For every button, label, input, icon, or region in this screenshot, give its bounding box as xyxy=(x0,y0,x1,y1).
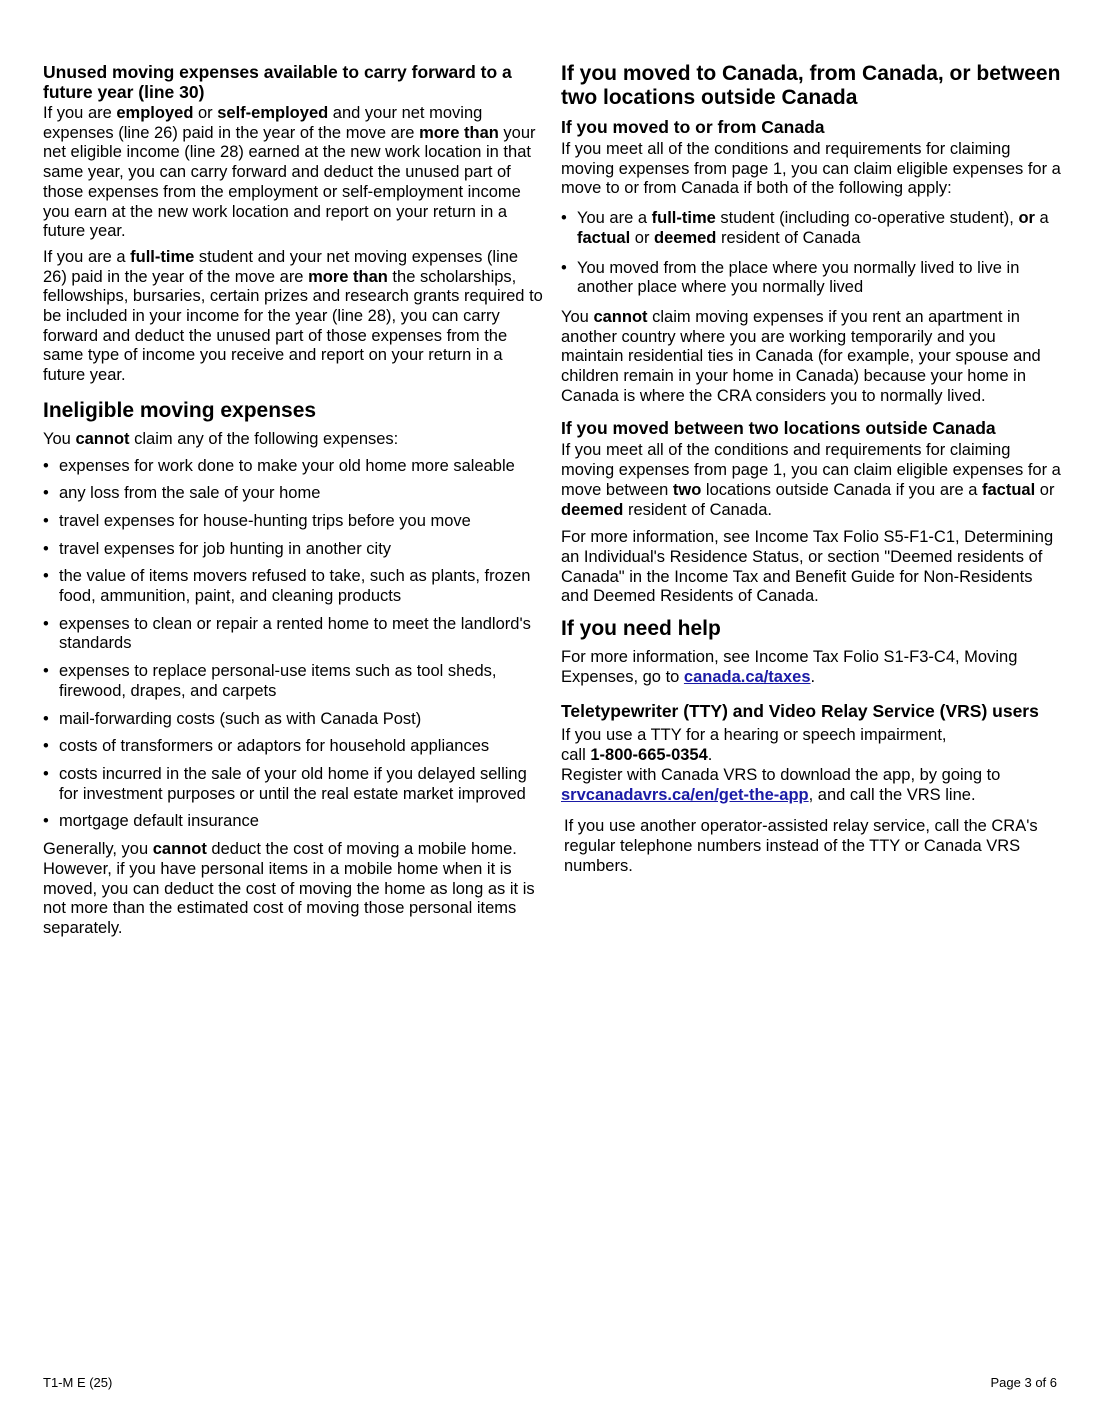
moved-to-from-conditions-list xyxy=(561,209,1061,298)
text-run: resident of Canada. xyxy=(623,500,772,519)
text-run: , and call the VRS line. xyxy=(808,785,976,804)
bold-text: cannot xyxy=(75,429,130,448)
bold-text: cannot xyxy=(593,307,648,326)
ineligible-expense-item: • mortgage default insurance xyxy=(43,812,543,832)
text-run: or xyxy=(630,228,655,247)
text-run: If you are xyxy=(43,104,117,122)
text-run: or xyxy=(193,104,218,122)
ineligible-expense-item: • expenses to replace personal-use items such as tool sheds, firewood, drapes, and carpets xyxy=(43,662,543,701)
bold-text: two xyxy=(672,480,702,499)
bold-text: factual xyxy=(577,228,631,247)
need-help-paragraph xyxy=(561,648,1061,687)
left-column xyxy=(43,62,543,946)
bold-text: 1-800-665-0354 xyxy=(590,746,708,765)
text-run: You are a xyxy=(577,209,652,228)
bold-text: or xyxy=(1018,209,1035,228)
text-run: If you use a TTY for a hearing or speech impairment, xyxy=(561,726,947,745)
bold-text: more than xyxy=(308,267,388,286)
moved-condition-item xyxy=(561,259,1061,298)
unused-expenses-heading: Unused moving expenses available to carry forward to a future year (line 30) xyxy=(43,62,512,102)
form-id-footer: T1-M E (25) xyxy=(43,1375,113,1390)
ineligible-expense-item: • costs of transformers or adaptors for household appliances xyxy=(43,737,543,757)
moved-condition-item xyxy=(561,209,1061,248)
ineligible-expense-item: • travel expenses for job hunting in another city xyxy=(43,540,543,560)
web-link[interactable]: canada.ca/taxes xyxy=(683,667,811,686)
text-run: and your net moving expenses (line 26) paid in the year of the move are xyxy=(43,104,483,142)
text-run: your net eligible income (line 28) earned at the new work location in that same year, you can carry forward and deduct the unused part of those expenses from the employment or self-employment income you earn at the new work location and report on your return in a future year. xyxy=(43,123,536,241)
right-column xyxy=(561,62,1061,883)
moved-between-heading: If you moved between two locations outside Canada xyxy=(561,418,996,439)
bold-text: more than xyxy=(419,123,499,142)
bold-text: employed xyxy=(116,104,194,122)
bold-text: factual xyxy=(982,480,1036,499)
cannot-claim-apartment-paragraph xyxy=(561,308,1061,407)
bold-text: deemed xyxy=(561,500,624,519)
ineligible-expenses-intro xyxy=(43,430,543,450)
text-run: You xyxy=(43,429,76,448)
text-run: student (including co-operative student), xyxy=(715,209,1019,228)
text-run: deduct the cost of moving a mobile home. However, if you have personal items in a mobile home when it is moved, you can deduct the cost of moving the home as long as it is not more than the estimated cost of moving those personal items separately. xyxy=(43,840,535,937)
residence-status-paragraph xyxy=(561,528,1061,607)
moved-canada-heading: If you moved to Canada, from Canada, or between two locations outside Canada xyxy=(561,62,1061,109)
text-run: claim moving expenses if you rent an apartment in another country where you are working temporarily and you maintain residential ties in Canada (for example, your spouse and children remain in your home in Canada) because your home in Canada is where the CRA considers you to normally lived. xyxy=(561,307,1041,405)
web-link[interactable]: srvcanadavrs.ca/en/get-the-app xyxy=(561,785,809,804)
tty-vrs-heading: Teletypewriter (TTY) and Video Relay Service (VRS) users xyxy=(561,701,1039,722)
text-run: If you use another operator-assisted relay service, call the CRA's regular telephone numbers instead of the TTY or Canada VRS numbers. xyxy=(564,817,1038,875)
bold-text: deemed xyxy=(654,228,717,247)
text-run: . xyxy=(707,746,713,765)
ineligible-expense-item: • costs incurred in the sale of your old home if you delayed selling for investment purposes or until the real estate market improved xyxy=(43,765,543,804)
text-run: If you meet all of the conditions and requirements for claiming moving expenses from page 1, you can claim eligible expenses for a move between xyxy=(561,441,1061,499)
bold-text: cannot xyxy=(152,840,207,859)
ineligible-expense-item: • travel expenses for house-hunting trips before you move xyxy=(43,512,543,532)
text-run: resident of Canada xyxy=(716,228,861,247)
moved-to-from-intro xyxy=(561,140,1061,199)
bold-text: full-time xyxy=(130,247,195,266)
text-run: . xyxy=(810,667,816,686)
tty-vrs-paragraph xyxy=(561,726,1061,805)
text-run: For more information, see Income Tax Folio S1-F3-C4, Moving Expenses, go to xyxy=(561,648,1018,686)
ineligible-expense-item: • mail-forwarding costs (such as with Canada Post) xyxy=(43,710,543,730)
unused-expenses-paragraph-1 xyxy=(43,104,543,242)
ineligible-expense-item: • expenses for work done to make your old home more saleable xyxy=(43,457,543,477)
moved-between-paragraph-1 xyxy=(561,441,1061,520)
unused-expenses-paragraph-2 xyxy=(43,248,543,386)
text-run: You moved from the place where you normally lived to live in another place where you normally lived xyxy=(577,258,1020,297)
text-run: Register with Canada VRS to download the app, by going to xyxy=(561,765,1001,784)
ineligible-expenses-list xyxy=(43,457,543,833)
moved-to-from-heading: If you moved to or from Canada xyxy=(561,117,825,137)
bold-text: self-employed xyxy=(217,104,329,122)
text-run: You xyxy=(561,307,594,326)
need-help-heading: If you need help xyxy=(561,617,721,641)
text-run: or xyxy=(1035,480,1055,499)
ineligible-expense-item: • the value of items movers refused to take, such as plants, frozen food, ammunition, paint, and cleaning products xyxy=(43,567,543,606)
text-run: If you meet all of the conditions and requirements for claiming moving expenses from page 1, you can claim eligible expenses for a move to or from Canada if both of the following apply: xyxy=(561,140,1061,198)
relay-service-paragraph xyxy=(561,817,1061,876)
text-run: For more information, see Income Tax Folio S5-F1-C1, Determining an Individual's Residence Status, or section "Deemed residents of Canada" in the Income Tax and Benefit Guide for Non-Residents and Deemed Residents of Canada. xyxy=(561,528,1054,606)
text-run: locations outside Canada if you are a xyxy=(701,480,983,499)
text-run: call xyxy=(561,746,591,765)
text-run: claim any of the following expenses: xyxy=(129,429,399,448)
text-run: If you are a xyxy=(43,247,131,266)
mobile-home-paragraph xyxy=(43,840,543,939)
page-number-footer: Page 3 of 6 xyxy=(990,1375,1057,1390)
text-run: a xyxy=(1034,209,1049,228)
ineligible-expenses-heading: Ineligible moving expenses xyxy=(43,398,317,422)
ineligible-expense-item: • any loss from the sale of your home xyxy=(43,484,543,504)
text-run: student and your net moving expenses (line 26) paid in the year of the move are xyxy=(43,247,519,286)
text-run: the scholarships, fellowships, bursaries, certain prizes and research grants required to be included in your income for the year (line 28), you can carry forward and deduct the unused part of those expenses from the same type of income you receive and report on your return in a future year. xyxy=(43,267,543,385)
bold-text: full-time xyxy=(651,209,716,228)
text-run: Generally, you xyxy=(43,840,153,859)
ineligible-expense-item: • expenses to clean or repair a rented home to meet the landlord's standards xyxy=(43,615,543,654)
